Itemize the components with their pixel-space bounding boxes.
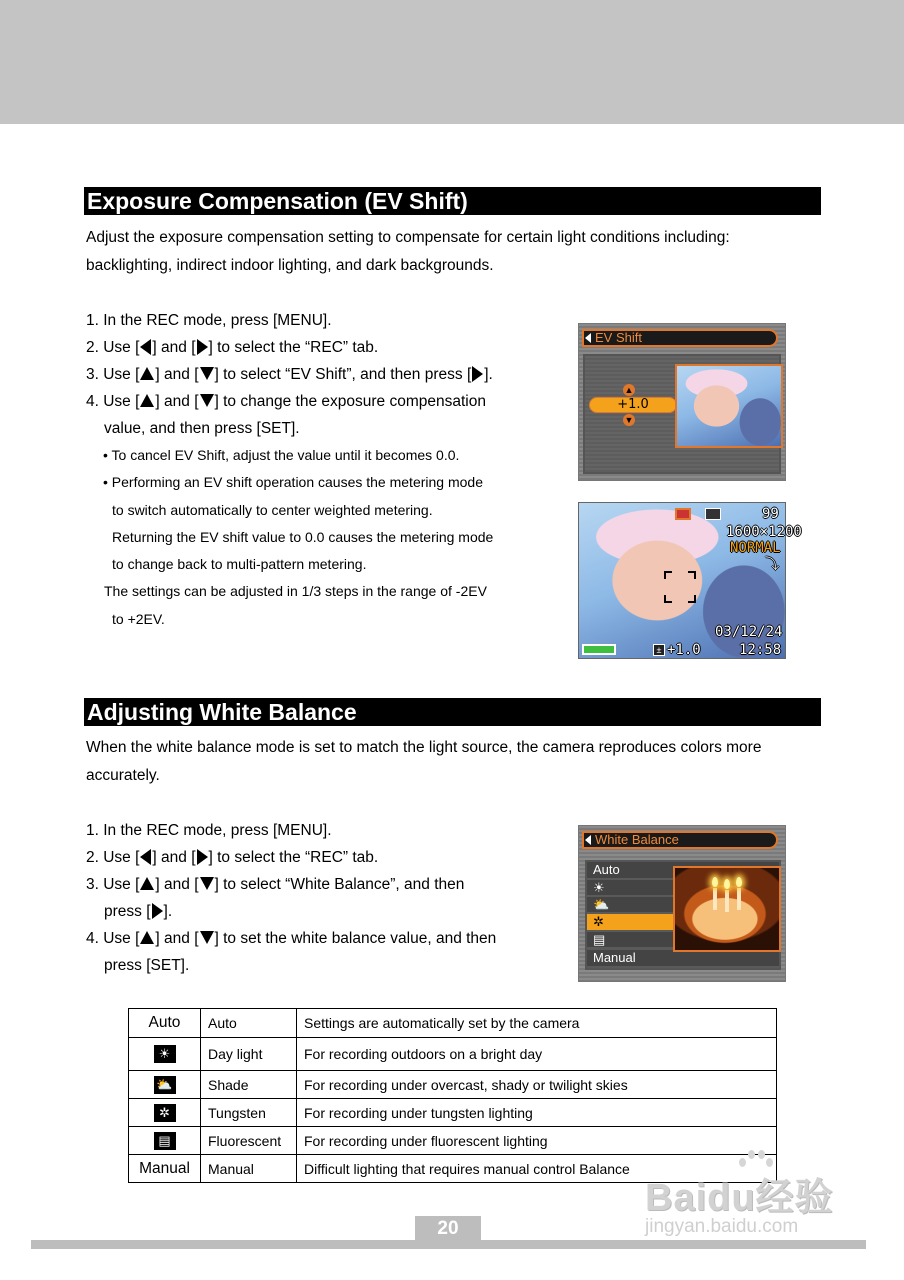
ev-step-3-text-a: 3. Use [ bbox=[86, 366, 140, 383]
ev-intro bbox=[86, 224, 730, 279]
up-arrow-icon bbox=[140, 877, 154, 890]
ev-step-2-text-c: ] to select the “REC” tab. bbox=[208, 339, 379, 356]
lcd-menu-title: EV Shift bbox=[582, 329, 778, 347]
wb-desc-cell: For recording under tungsten lighting bbox=[297, 1099, 777, 1127]
flash-icon: ⤵ bbox=[765, 557, 779, 573]
ev-intro-line2: backlighting, indirect indoor lighting, and dark backgrounds. bbox=[86, 256, 494, 274]
left-arrow-icon bbox=[140, 849, 151, 865]
ev-step-2-text-b: ] and [ bbox=[152, 339, 196, 356]
wb-step-3-text-c: ] to select “White Balance”, and then bbox=[214, 876, 465, 893]
wb-icon-manual: Manual bbox=[129, 1155, 201, 1183]
wb-step-1: 1. In the REC mode, press [MENU]. bbox=[86, 822, 332, 839]
ev-step-4-text-a: 4. Use [ bbox=[86, 393, 140, 410]
metering-icon bbox=[705, 508, 721, 520]
ev-note-6: The settings can be adjusted in 1/3 steps in the range of -2EV bbox=[104, 583, 487, 600]
wb-step-4-text-b: ] and [ bbox=[155, 930, 199, 947]
capture-date: 03/12/24 bbox=[715, 624, 783, 640]
battery-icon bbox=[582, 644, 616, 655]
wb-desc-cell: For recording under fluorescent lighting bbox=[297, 1127, 777, 1155]
ev-shift-icon: ± bbox=[653, 644, 665, 656]
wb-steps bbox=[86, 817, 496, 979]
ev-note-4: Returning the EV shift value to 0.0 causes the metering mode bbox=[112, 528, 494, 545]
ev-note-7: to +2EV. bbox=[112, 610, 165, 627]
wb-desc-cell: For recording outdoors on a bright day bbox=[297, 1038, 777, 1071]
ev-step-3-text-d: ]. bbox=[484, 366, 493, 383]
wb-intro-line2: accurately. bbox=[86, 766, 160, 784]
record-mode-icon bbox=[675, 508, 691, 520]
top-header-band bbox=[0, 0, 904, 124]
right-arrow-icon bbox=[197, 339, 208, 355]
wb-step-2-text-b: ] and [ bbox=[152, 849, 196, 866]
ev-note-2: • Performing an EV shift operation causes the metering mode bbox=[103, 474, 483, 491]
wb-mode-cell: Manual bbox=[201, 1155, 297, 1183]
wb-step-3-line2-text-b: ]. bbox=[163, 903, 173, 920]
daylight-icon: ☀ bbox=[154, 1045, 176, 1063]
ev-shift-menu-screen bbox=[578, 323, 786, 481]
wb-step-3-line2-text-a: press [ bbox=[104, 903, 151, 920]
wb-desc-cell: For recording under overcast, shady or twilight skies bbox=[297, 1071, 777, 1099]
shade-icon: ⛅ bbox=[154, 1076, 176, 1094]
wb-option-shade-icon: ⛅ bbox=[587, 897, 779, 912]
wb-option-daylight-icon: ☀ bbox=[587, 880, 779, 895]
watermark bbox=[643, 1150, 858, 1245]
right-arrow-icon bbox=[197, 849, 208, 865]
focus-frame bbox=[664, 571, 696, 603]
ev-steps bbox=[86, 307, 493, 633]
section-heading-ev-shift: Exposure Compensation (EV Shift) bbox=[84, 187, 821, 215]
table-row bbox=[129, 1009, 777, 1038]
left-arrow-icon bbox=[140, 339, 151, 355]
ev-step-4-text-c: ] to change the exposure compensation bbox=[214, 393, 486, 410]
up-arrow-icon bbox=[140, 931, 154, 944]
wb-preview-photo bbox=[673, 866, 781, 952]
image-resolution: 1600×1200 bbox=[726, 524, 802, 540]
ev-note-5: to change back to multi-pattern metering. bbox=[112, 556, 367, 573]
wb-step-2 bbox=[86, 844, 496, 871]
wb-step-4-text-c: ] to set the white balance value, and then bbox=[214, 930, 497, 947]
wb-step-2-text-c: ] to select the “REC” tab. bbox=[208, 849, 379, 866]
image-quality: NORMAL bbox=[730, 540, 781, 556]
shots-remaining: 99 bbox=[762, 506, 779, 522]
wb-option-auto: Auto bbox=[587, 862, 779, 878]
section-heading-white-balance: Adjusting White Balance bbox=[84, 698, 821, 726]
watermark-url: jingyan.baidu.com bbox=[645, 1216, 799, 1237]
ev-step-2 bbox=[86, 334, 493, 361]
ev-up-icon: ▲ bbox=[624, 385, 634, 395]
capture-time: 12:58 bbox=[739, 642, 782, 658]
ev-shift-value: +1.0 bbox=[667, 642, 701, 658]
wb-intro bbox=[86, 734, 761, 789]
wb-option-manual: Manual bbox=[587, 950, 779, 966]
page-number: 20 bbox=[415, 1216, 481, 1242]
down-arrow-icon bbox=[200, 877, 214, 890]
right-arrow-icon bbox=[472, 366, 483, 382]
wb-step-3 bbox=[86, 871, 496, 898]
wb-option-fluorescent-icon: ▤ bbox=[587, 932, 779, 947]
table-row bbox=[129, 1038, 777, 1071]
ev-step-4-text-b: ] and [ bbox=[155, 393, 199, 410]
down-arrow-icon bbox=[200, 931, 214, 944]
ev-step-2-text-a: 2. Use [ bbox=[86, 339, 140, 356]
ev-step-1: 1. In the REC mode, press [MENU]. bbox=[86, 312, 332, 329]
ev-step-4-line2: value, and then press [SET]. bbox=[104, 420, 300, 437]
wb-step-3-text-b: ] and [ bbox=[155, 876, 199, 893]
right-arrow-icon bbox=[152, 903, 163, 919]
wb-desc-cell: Difficult lighting that requires manual control Balance bbox=[297, 1155, 777, 1183]
live-view-screen bbox=[578, 502, 802, 659]
ev-note-3: to switch automatically to center weighted metering. bbox=[112, 501, 433, 518]
table-row bbox=[129, 1099, 777, 1127]
wb-mode-cell: Tungsten bbox=[201, 1099, 297, 1127]
wb-option-tungsten-icon: ✲ bbox=[587, 914, 779, 930]
watermark-logo: Baidu经验 bbox=[645, 1177, 834, 1219]
wb-mode-cell: Day light bbox=[201, 1038, 297, 1071]
wb-step-4 bbox=[86, 925, 496, 952]
wb-mode-cell: Fluorescent bbox=[201, 1127, 297, 1155]
ev-step-3-text-c: ] to select “EV Shift”, and then press [ bbox=[214, 366, 472, 383]
tungsten-icon: ✲ bbox=[154, 1104, 176, 1122]
ev-preview-photo bbox=[675, 364, 783, 448]
ev-step-3 bbox=[86, 361, 493, 388]
wb-intro-line1: When the white balance mode is set to match the light source, the camera reproduces colors more bbox=[86, 739, 762, 756]
wb-step-4-line2: press [SET]. bbox=[104, 957, 190, 974]
wb-mode-cell: Shade bbox=[201, 1071, 297, 1099]
table-row bbox=[129, 1071, 777, 1099]
fluorescent-icon: ▤ bbox=[154, 1132, 176, 1150]
white-balance-menu-screen bbox=[578, 825, 786, 982]
wb-step-3-text-a: 3. Use [ bbox=[86, 876, 140, 893]
up-arrow-icon bbox=[140, 367, 154, 380]
down-arrow-icon bbox=[200, 394, 214, 407]
lcd-menu-title: White Balance bbox=[582, 831, 778, 849]
up-arrow-icon bbox=[140, 394, 154, 407]
ev-note-1: • To cancel EV Shift, adjust the value until it becomes 0.0. bbox=[103, 447, 460, 463]
ev-step-3-text-b: ] and [ bbox=[155, 366, 199, 383]
ev-down-icon: ▼ bbox=[624, 415, 634, 425]
wb-icon-auto: Auto bbox=[129, 1009, 201, 1038]
ev-value-display: +1.0 bbox=[589, 397, 677, 413]
wb-step-3-line2 bbox=[86, 898, 496, 925]
ev-step-4 bbox=[86, 388, 493, 415]
ev-intro-line1: Adjust the exposure compensation setting to compensate for certain light conditions including: bbox=[86, 229, 730, 246]
wb-desc-cell: Settings are automatically set by the camera bbox=[297, 1009, 777, 1038]
wb-step-2-text-a: 2. Use [ bbox=[86, 849, 140, 866]
wb-mode-cell: Auto bbox=[201, 1009, 297, 1038]
down-arrow-icon bbox=[200, 367, 214, 380]
wb-step-4-text-a: 4. Use [ bbox=[86, 930, 140, 947]
